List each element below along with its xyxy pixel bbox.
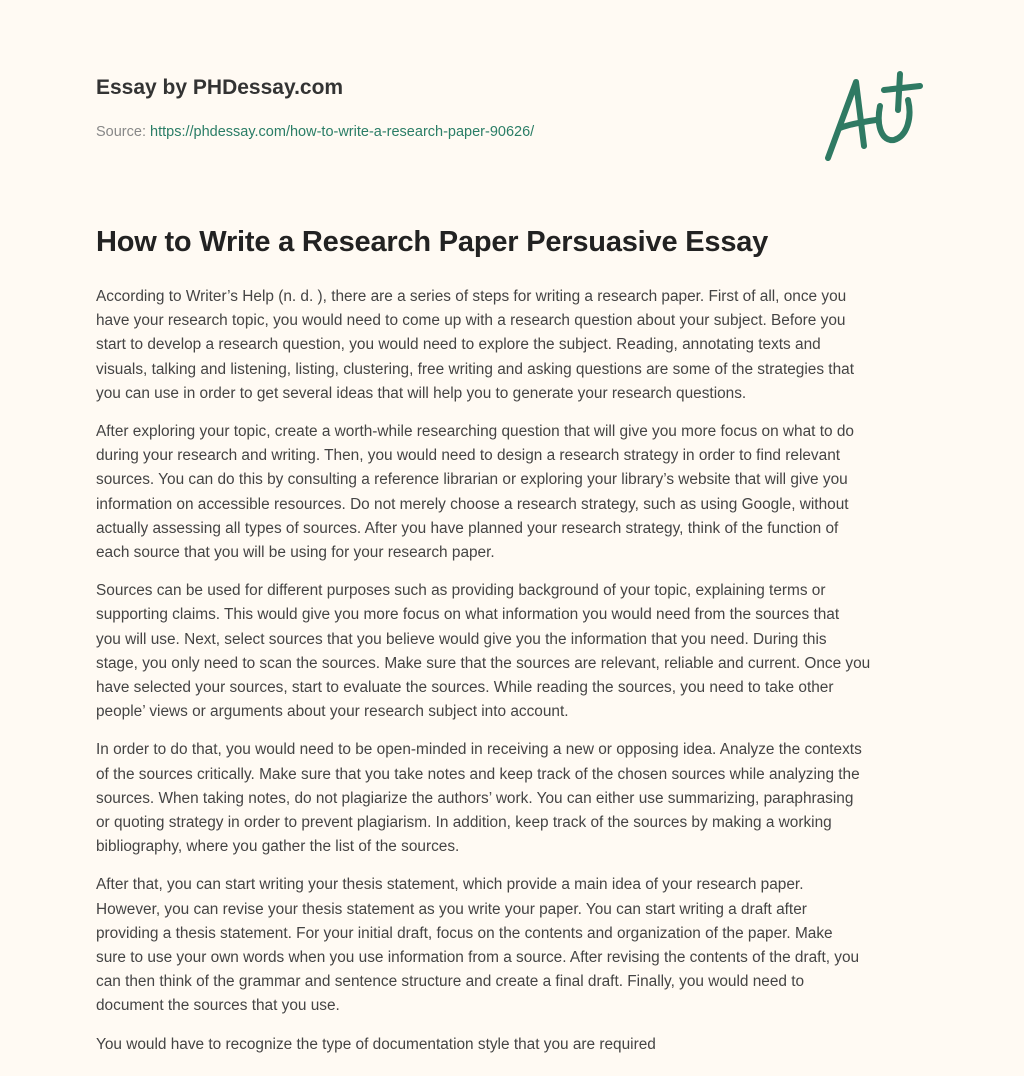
a-plus-logo-icon bbox=[818, 66, 928, 166]
paragraph-line: sources. When taking notes, do not plagiarize the authors’ work. You can either use summarizing, paraphrasing bbox=[96, 789, 854, 807]
paragraph-line: Sources can be used for different purposes such as providing background of your topic, explaining terms or bbox=[96, 582, 826, 600]
paragraph-line: information on accessible resources. Do not merely choose a research strategy, such as using Google, without bbox=[96, 495, 849, 513]
paragraph-line: providing a thesis statement. For your initial draft, focus on the contents and organization of the paper. Make bbox=[96, 924, 833, 942]
paragraph-line: document the sources that you use. bbox=[96, 997, 340, 1015]
paragraph-line: you will use. Next, select sources that you believe would give you the information that you need. During this bbox=[96, 630, 827, 648]
source-line bbox=[96, 124, 534, 140]
paragraph-line: can then think of the grammar and sentence structure and create a final draft. Finally, you would need to bbox=[96, 973, 805, 991]
paragraph-line: visuals, talking and listening, listing, clustering, free writing and asking questions are some of the strategies that bbox=[96, 360, 854, 378]
paragraph-line: each source that you will be using for your research paper. bbox=[96, 544, 495, 562]
paragraph-line: After exploring your topic, create a worth-while researching question that will give you more focus on what to do bbox=[96, 423, 854, 441]
paragraph-line: have your research topic, you would need to come up with a research question about your subject. Before you bbox=[96, 312, 846, 330]
paragraph-line: You would have to recognize the type of documentation style that you are required bbox=[96, 1035, 656, 1053]
source-link[interactable]: https://phdessay.com/how-to-write-a-research-paper-90626/ bbox=[150, 124, 535, 140]
paragraph-line: According to Writer’s Help (n. d. ), there are a series of steps for writing a research paper. First of all, once you bbox=[96, 288, 847, 305]
paragraph-line: people’ views or arguments about your research subject into account. bbox=[96, 703, 569, 721]
paragraph-line: actually assessing all types of sources. After you have planned your research strategy, think of the function of bbox=[96, 519, 839, 537]
essay-paragraph bbox=[96, 285, 956, 406]
paragraph-line: start to develop a research question, you would need to explore the subject. Reading, annotating texts and bbox=[96, 336, 821, 354]
paragraph-line: of the sources critically. Make sure that you take notes and keep track of the chosen sources while analyzing the bbox=[96, 765, 860, 783]
paragraph-line: supporting claims. This would give you more focus on what information you would need from the sources that bbox=[96, 606, 840, 624]
paragraph-line: sure to use your own words when you use information from a source. After revising the contents of the draft, you bbox=[96, 949, 860, 967]
essay-paragraph bbox=[96, 1033, 956, 1057]
essay-paragraph bbox=[96, 579, 956, 724]
paragraph-line: After that, you can start writing your thesis statement, which provide a main idea of your research paper. bbox=[96, 876, 804, 894]
paragraph-line: or quoting strategy in order to prevent plagiarism. In addition, keep track of the sources by making a working bbox=[96, 814, 832, 832]
paragraph-line: have selected your sources, start to evaluate the sources. While reading the sources, you need to take other bbox=[96, 679, 834, 697]
page-title: How to Write a Research Paper Persuasive Essay bbox=[96, 226, 769, 258]
paragraph-line: during your research and writing. Then, you would need to design a research strategy in order to find relevant bbox=[96, 447, 841, 465]
paragraph-line: stage, you only need to scan the sources. Make sure that the sources are relevant, reliable and current. Once you bbox=[96, 654, 871, 672]
paragraph-line: However, you can revise your thesis statement as you write your paper. You can start writing a draft after bbox=[96, 900, 807, 918]
paragraph-line: In order to do that, you would need to be open-minded in receiving a new or opposing idea. Analyze the contexts bbox=[96, 741, 862, 759]
essay-paragraph bbox=[96, 873, 956, 1018]
paragraph-line: bibliography, where you gather the list of the sources. bbox=[96, 838, 460, 856]
paragraph-line: sources. You can do this by consulting a reference librarian or exploring your library’s website that will give you bbox=[96, 471, 848, 489]
essay-paragraph bbox=[96, 420, 956, 565]
essay-body bbox=[96, 285, 956, 1071]
brand-title: Essay by PHDessay.com bbox=[96, 76, 344, 99]
paragraph-line: you can use in order to get several ideas that will help you to generate your research questions. bbox=[96, 384, 747, 402]
source-label: Source: bbox=[96, 124, 146, 140]
essay-paragraph bbox=[96, 738, 956, 859]
